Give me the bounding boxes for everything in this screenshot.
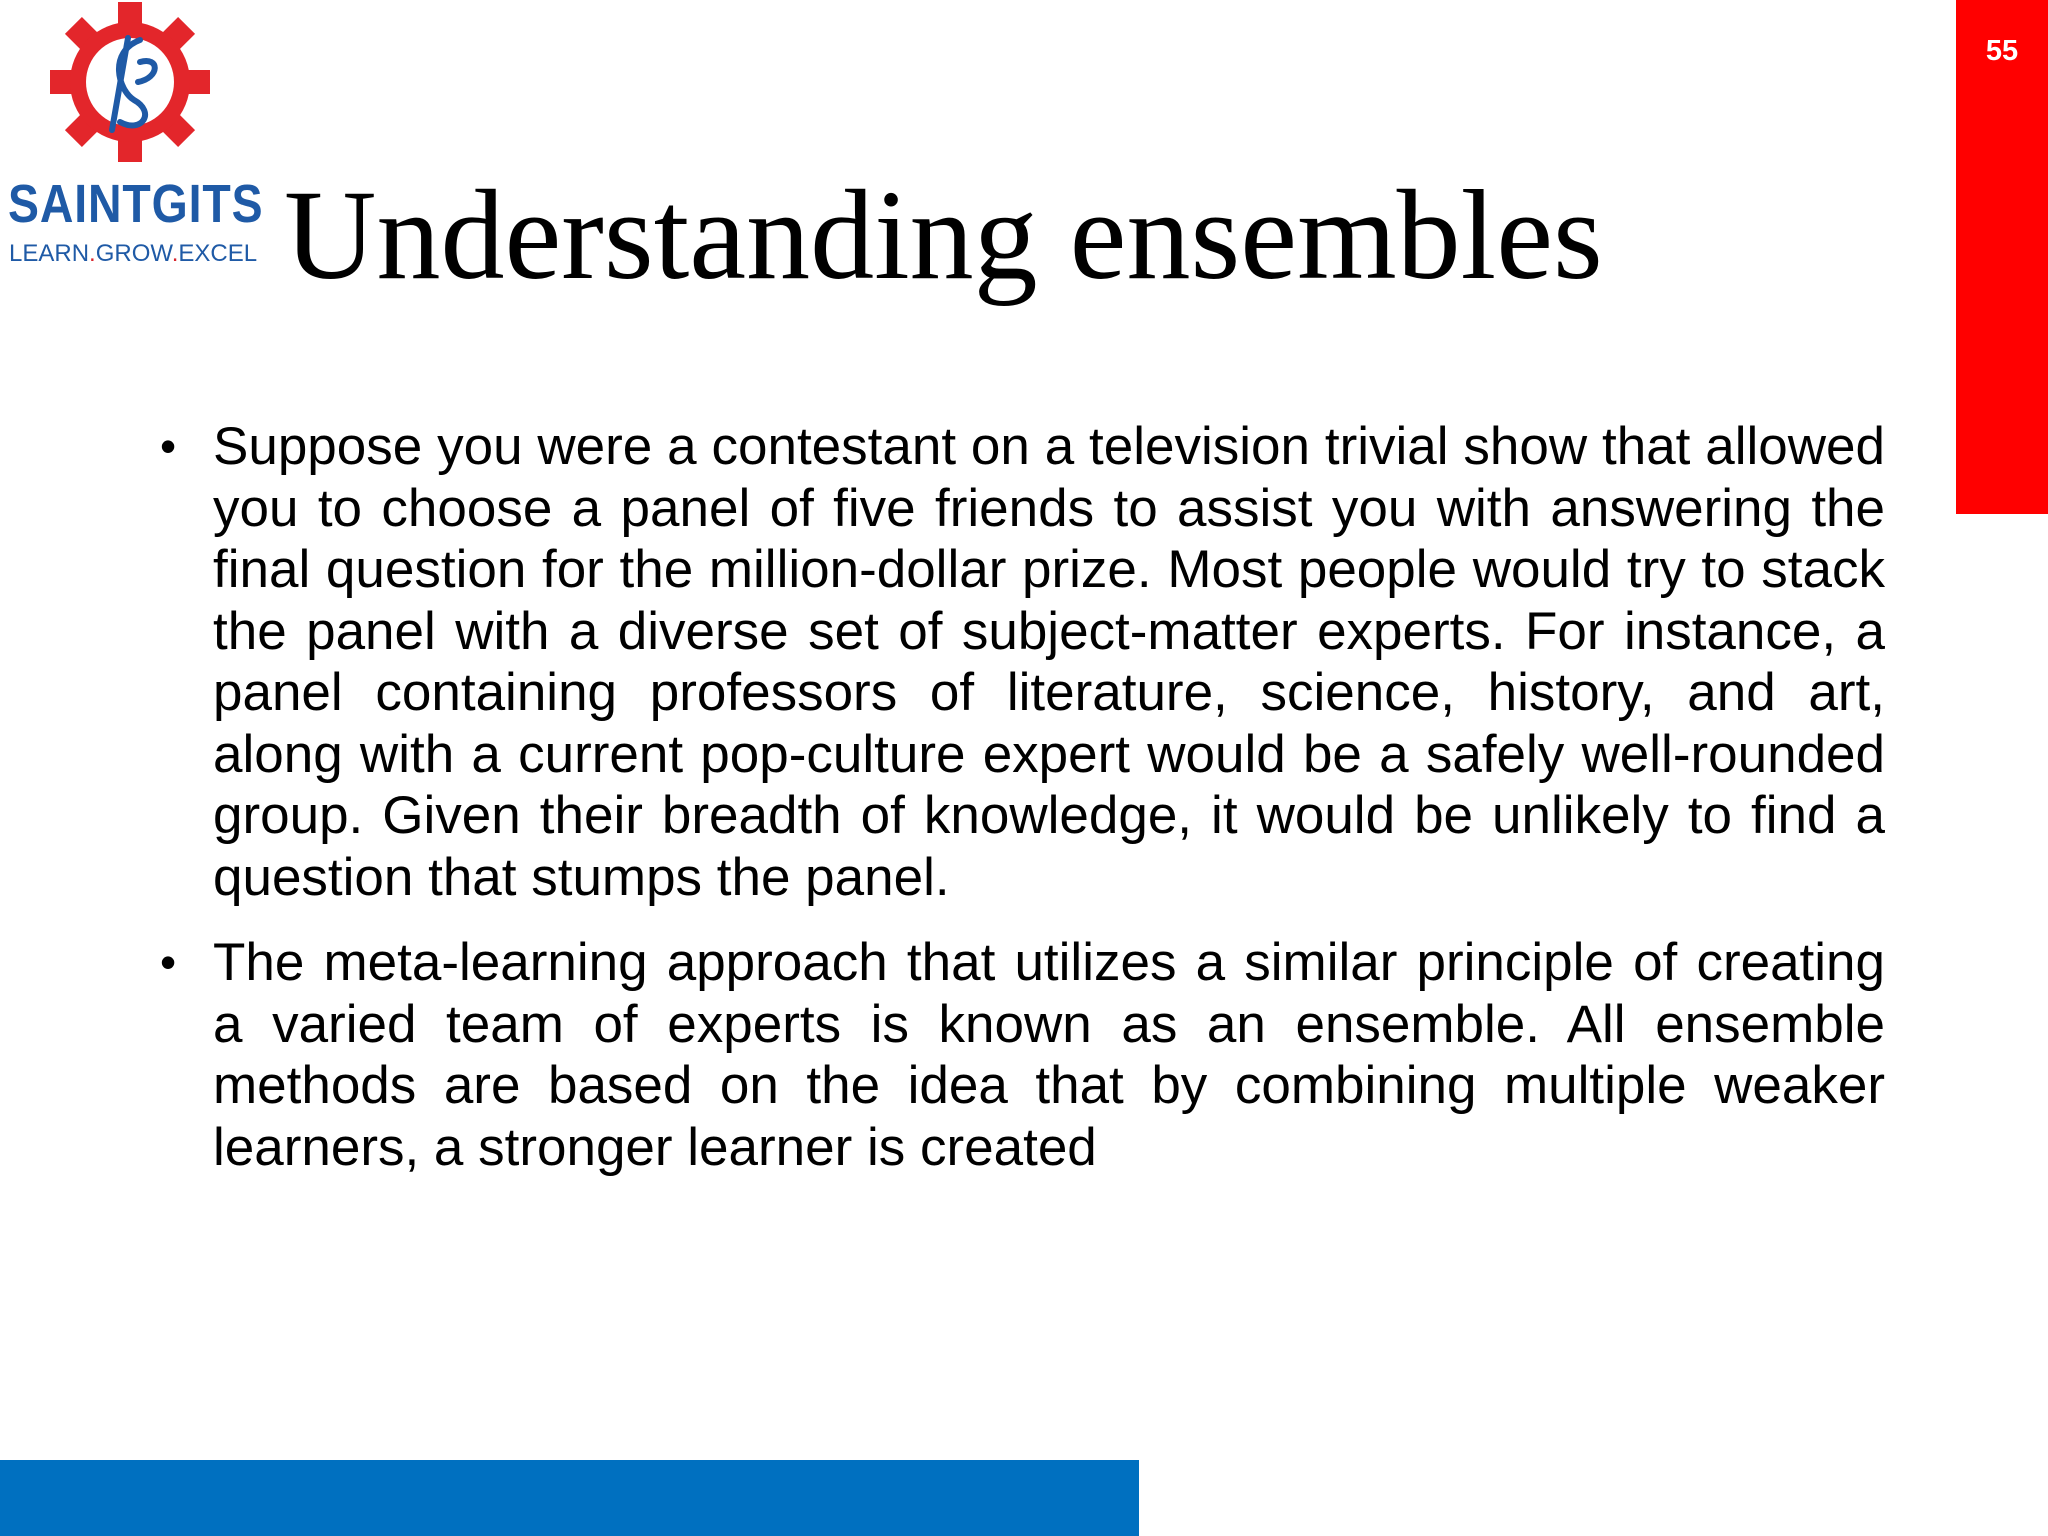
bullet-item xyxy=(160,932,1885,1178)
brand-tagline: LEARN.GROW.EXCEL xyxy=(9,240,258,267)
slide-title: Understanding ensembles xyxy=(284,164,1603,306)
red-accent-bar xyxy=(1956,0,2048,514)
page-number: 55 xyxy=(1985,35,2019,67)
saintgits-logo xyxy=(0,0,264,280)
blue-footer-bar xyxy=(0,1460,1139,1536)
brand-name: SAINTGITS xyxy=(8,174,264,234)
bullet-text: The meta-learning approach that utilizes a similar principle of creating a varied team of experts is known as an ensemble. All ensemble methods are based on the idea that by combining multiple weaker learners, a stronger learner is created xyxy=(213,933,1885,1177)
gear-logo-icon xyxy=(40,0,220,165)
bullet-item xyxy=(160,416,1885,908)
slide-content xyxy=(160,416,1885,1202)
bullet-icon: • xyxy=(160,936,177,988)
bullet-icon: • xyxy=(160,420,177,472)
bullet-text: Suppose you were a contestant on a television trivial show that allowed you to choose a panel of five friends to assist you with answering the final question for the million-dollar prize. Most people would try to stack the panel with a diverse set of subject-matter experts. For instance, a panel containing professors of literature, science, history, and art, along with a current pop-culture expert would be a safely well-rounded group. Given their breadth of knowledge, it would be unlikely to find a question that stumps the panel. xyxy=(213,417,1885,907)
